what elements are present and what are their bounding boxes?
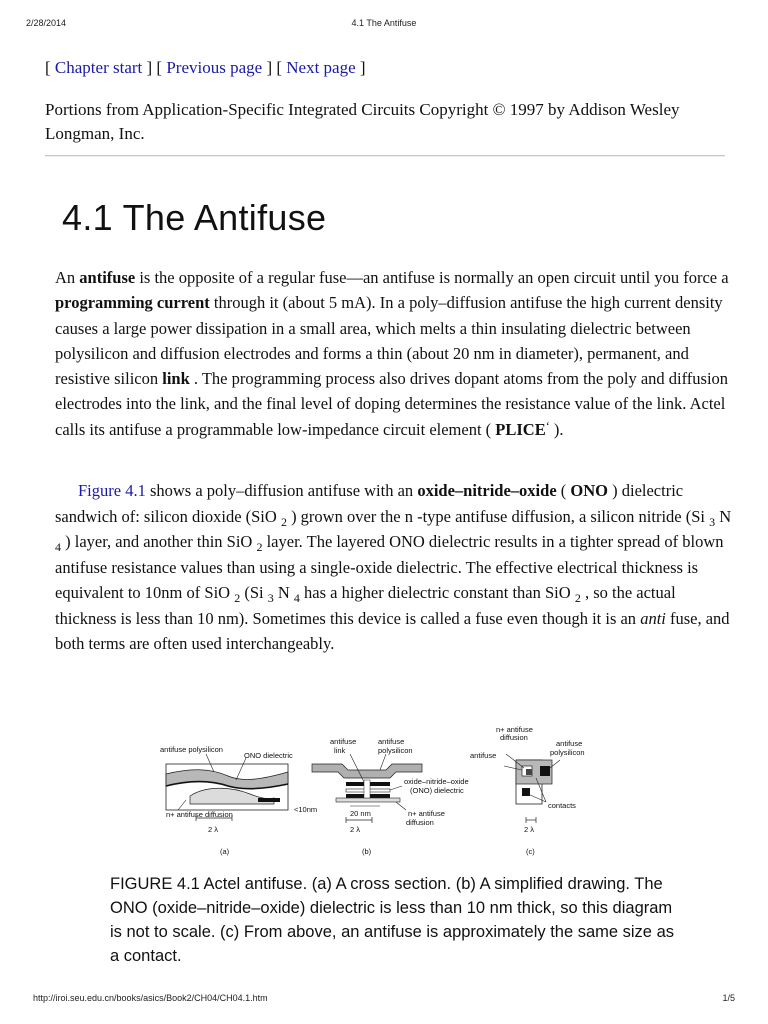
poly-label-a: antifuse polysilicon	[160, 745, 223, 754]
link-label-b-1: antifuse	[330, 737, 357, 746]
panel-b-simplified	[294, 737, 469, 856]
nav-separator: ] [	[142, 58, 167, 77]
antifuse-diagram	[150, 724, 610, 864]
page-title: 4.1 The Antifuse	[62, 197, 327, 238]
figure-4-1-link[interactable]: Figure 4.1	[78, 481, 146, 500]
diffusion-label-b-2: diffusion	[406, 818, 434, 827]
diffusion-label-c-1: n+ antifuse	[496, 725, 533, 734]
term-link: link	[162, 369, 190, 389]
poly-label-b-2: polysilicon	[378, 746, 413, 755]
panel-b-label: (b)	[362, 847, 372, 856]
ono-label-b-2: (ONO) dielectric	[410, 786, 464, 795]
nav-separator: ] [	[262, 58, 287, 77]
page-url: http://iroi.seu.edu.cn/books/asics/Book2/CH04/CH04.1.htm	[33, 993, 268, 1003]
poly-label-c-2: polysilicon	[550, 748, 585, 757]
ono-label-a: ONO dielectric	[244, 751, 293, 760]
diffusion-label-c-2: diffusion	[500, 733, 528, 742]
contacts-label-c: contacts	[548, 801, 576, 810]
figure-4-1	[150, 724, 610, 864]
print-title: 4.1 The Antifuse	[351, 18, 417, 28]
previous-page-link[interactable]: Previous page	[166, 58, 263, 77]
scale-b: 2 λ	[350, 825, 361, 834]
chapter-nav	[45, 58, 366, 78]
panel-a-label: (a)	[220, 847, 230, 856]
nav-bracket: ]	[355, 58, 366, 77]
diffusion-label-b-1: n+ antifuse	[408, 809, 445, 818]
scale-a: 2 λ	[208, 825, 219, 834]
panel-c-top-view	[470, 725, 585, 856]
copyright-notice: Portions from Application-Specific Integrated Circuits Copyright © 1997 by Addison Wesley Longman, Inc.	[45, 100, 680, 143]
term-antifuse: antifuse	[79, 268, 136, 287]
poly-label-b-1: antifuse	[378, 737, 405, 746]
horizontal-rule	[45, 155, 725, 157]
panel-c-label: (c)	[526, 847, 535, 856]
nav-bracket: [	[45, 58, 55, 77]
print-header	[26, 18, 742, 32]
page-number: 1/5	[722, 993, 735, 1003]
term-plice: PLICE	[495, 419, 546, 439]
panel-a-cross-section	[160, 745, 293, 856]
print-footer	[33, 993, 735, 1007]
thickness-label-b: <10nm	[294, 805, 318, 814]
paragraph-intro: An antifuse is the opposite of a regular fuse—an antifuse is normally an open circuit until you force a programming current through it (about 5 mA). In a poly–diffusion antifuse the high current density causes a large power dissipation in a small area, which melts a thin insulating dielectric between polysilicon and diffusion electrodes and forms a thin (about 20 nm in diameter), permanent, and resistive silicon link . The programming process also drives dopant atoms from the poly and diffusion electrodes into the link, and the final level of doping determines the resistance value of the link. Actel calls its antifuse a programmable low-impedance circuit element ( PLICE‘ ).	[55, 268, 729, 439]
figure-caption: FIGURE 4.1 Actel antifuse. (a) A cross section. (b) A simplified drawing. The ONO (oxide–nitride–oxide) dielectric is less than 10 nm thick, so this diagram is not to scale. (c) From above, an antifuse is approximately the same size as a contact.	[110, 875, 674, 965]
scale-c: 2 λ	[524, 825, 535, 834]
term-ono-full: oxide–nitride–oxide	[417, 481, 557, 500]
ono-label-b-1: oxide–nitride–oxide	[404, 777, 469, 786]
paragraph-ono: Figure 4.1 shows a poly–diffusion antifuse with an oxide–nitride–oxide ( ONO ) dielectric sandwich of: silicon dioxide (SiO $_2$ ) grown over the n -type antifuse diffusion, a silicon nitride (Si $_3$ N $_4$ ) layer, and another thin SiO $_2$ layer. The layered ONO dielectric results in a tighter spread of blown antifuse resistance values than using a single-oxide dielectric. The effective electrical thickness is equivalent to 10nm of SiO $_2$ (Si $_3$ N $_4$ has a higher dielectric constant than SiO $_2$ , so the actual thickness is less than 10 nm). Sometimes this device is called a fuse even though it is an anti fuse, and both terms are often used interchangeably.	[55, 481, 732, 653]
print-date: 2/28/2014	[26, 18, 67, 28]
diffusion-label-a: n+ antifuse diffusion	[166, 810, 233, 819]
width-label-b: 20 nm	[350, 809, 371, 818]
term-ono: ONO	[570, 481, 608, 500]
term-programming-current: programming current	[55, 293, 210, 313]
link-label-b-2: link	[334, 746, 346, 755]
antifuse-label-c: antifuse	[470, 751, 497, 760]
next-page-link[interactable]: Next page	[286, 58, 356, 77]
chapter-start-link[interactable]: Chapter start	[54, 58, 143, 77]
term-anti: anti	[640, 608, 666, 628]
poly-label-c-1: antifuse	[556, 739, 583, 748]
